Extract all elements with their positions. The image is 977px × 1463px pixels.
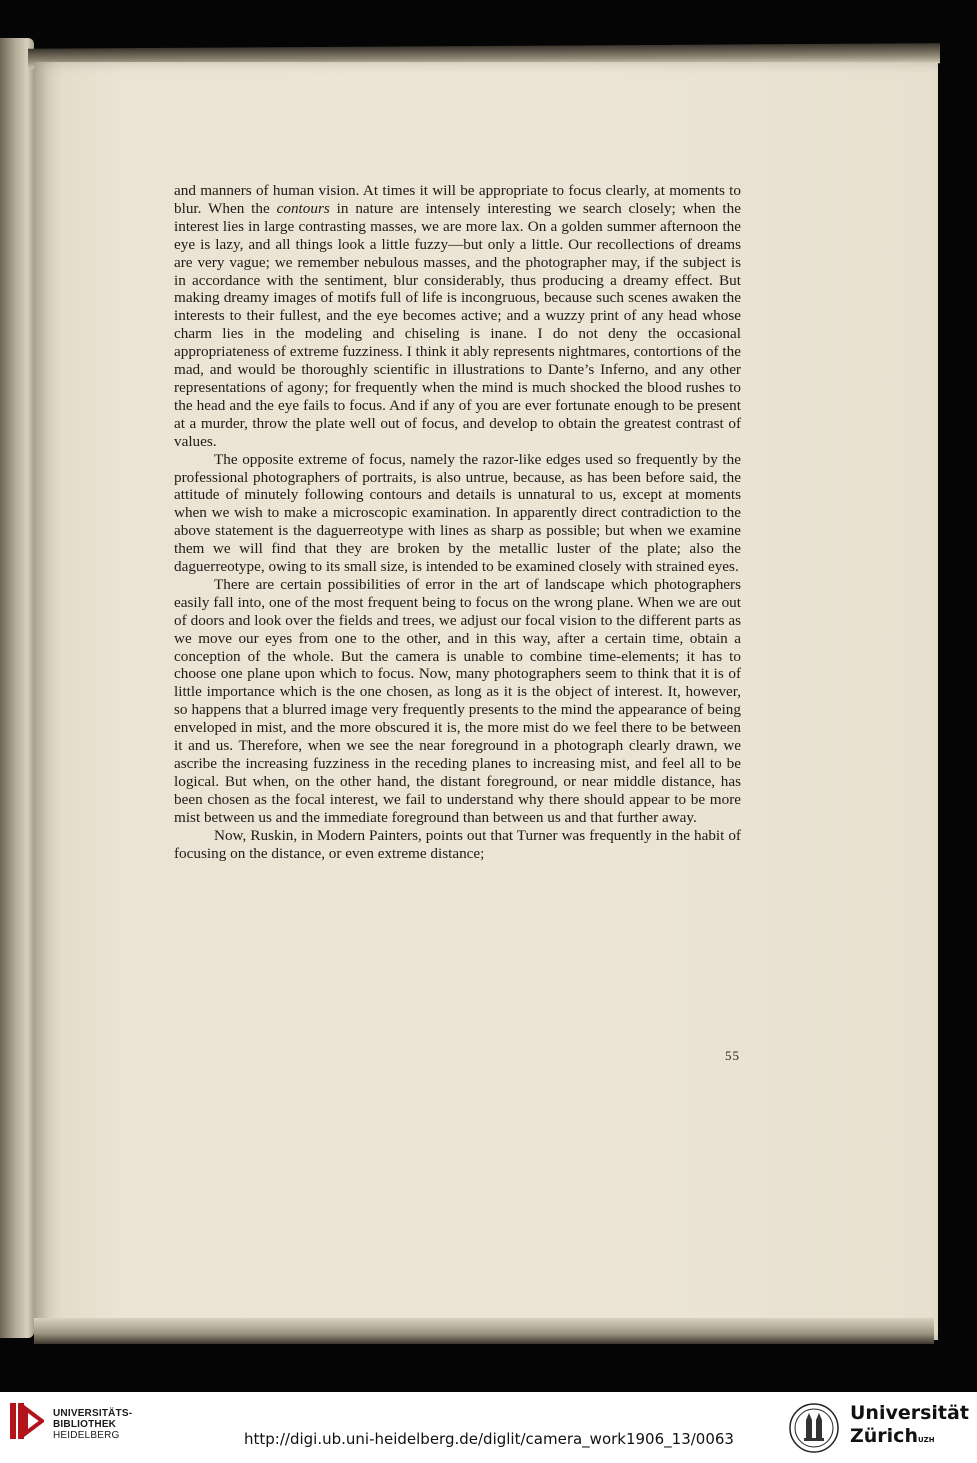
left-page-edge bbox=[0, 38, 34, 1338]
footer-bar bbox=[0, 1392, 977, 1463]
library-line-3: HEIDELBERG bbox=[53, 1430, 120, 1441]
zurich-line-2: Zürich bbox=[850, 1425, 918, 1447]
library-name bbox=[53, 1408, 132, 1441]
page-number: 55 bbox=[725, 1048, 740, 1063]
paragraph-1-text-a: and manners of human vision. At times it will be appropriate to focus clearly, at moments to blur. When the bbox=[174, 182, 741, 217]
body-text bbox=[174, 182, 741, 862]
emphasis-contours: contours bbox=[276, 199, 330, 217]
zurich-line-2-wrap bbox=[850, 1425, 969, 1448]
paragraph-4: Now, Ruskin, in Modern Painters, points out that Turner was frequently in the habit of focusing on the distance, or even extreme distance; bbox=[174, 826, 741, 862]
uzh-mark: UZH bbox=[917, 1436, 935, 1444]
source-url[interactable]: http://digi.ub.uni-heidelberg.de/diglit/camera_work1906_13/0063 bbox=[244, 1430, 734, 1448]
paragraph-1-text-b: in nature are intensely interesting we search closely; when the interest lies in large contrasting masses, we are more lax. On a golden summer afternoon the eye is lazy, and all things look a little fuzzy—but only a little. Our recollections of dreams are very vague; we remember nebulous masses, and the photographer may, if the subject is in accordance with the sentiment, blur considerably, thus producing a dreamy effect. But making dreamy images of motifs full of life is incongruous, because such scenes awaken the interests to their fullest, and the eye becomes active; and a wuzzy print of any head whose charm lies in the modeling and chiseling is inane. I do not deny the occasional appropriateness of extreme fuzziness. I think it ably represents nightmares, contortions of the mad, and would be thoroughly scientific in illustrations to Dante’s Inferno, and any other representations of agony; for frequently when the mind is much shocked the blood rushes to the head and the eye fails to focus. And if any of you are ever fortunate enough to be present at a murder, throw the plate well out of focus, and develop to obtain the greatest contrast of values. bbox=[174, 199, 741, 450]
library-line-2: BIBLIOTHEK bbox=[53, 1419, 117, 1430]
paragraph-3: There are certain possibilities of error in the art of landscape which photographers easily fall into, one of the most frequent being to focus on the wrong plane. When we are out of doors and look over the fields and trees, we adjust our focal vision to the different parts as we move our eyes from one to the other, and in this way, after a certain time, obtain a conception of the whole. But the camera is unable to combine time-elements; it has to choose one plane upon which to focus. Now, many photographers seem to think that it is of little importance which is the one chosen, as long as it is the object of interest. It, however, so happens that a blurred image very frequently presents to the mind the appearance of being enveloped in mist, and the more obscured it is, the more mist do we feel there to be between it and us. Therefore, when we see the near foreground in a photograph clearly drawn, we ascribe the increasing fuzziness in the receding planes to increasing mist, and feel all to be logical. But when, on the other hand, the distant foreground, or near middle distance, has been chosen as the focal interest, we fail to understand why there should appear to be more mist between us and the immediate foreground than between us and that further away. bbox=[174, 575, 741, 826]
zurich-logo-text bbox=[850, 1402, 969, 1448]
zurich-seal-icon bbox=[788, 1402, 840, 1454]
zurich-line-1: Universität bbox=[850, 1402, 969, 1424]
page-bottom-edge bbox=[34, 1318, 934, 1344]
paragraph-2: The opposite extreme of focus, namely the razor-like edges used so frequently by the professional photographers of portraits, is also untrue, because, as has been before said, the attitude of minutely following contours and details is unnatural to us, except at moments when we wish to make a microscopic examination. In apparently direct contradiction to the above statement is the daguerreotype with lines as sharp as possible; but when we examine them we will find that they are broken by the metallic luster of the plate; also the daguerreotype, owing to its small size, is intended to be examined closely with strained eyes. bbox=[174, 450, 741, 576]
paragraph-1 bbox=[174, 182, 741, 451]
heidelberg-library-logo-icon bbox=[8, 1401, 44, 1441]
library-line-1: UNIVERSITÄTS- bbox=[53, 1408, 133, 1419]
